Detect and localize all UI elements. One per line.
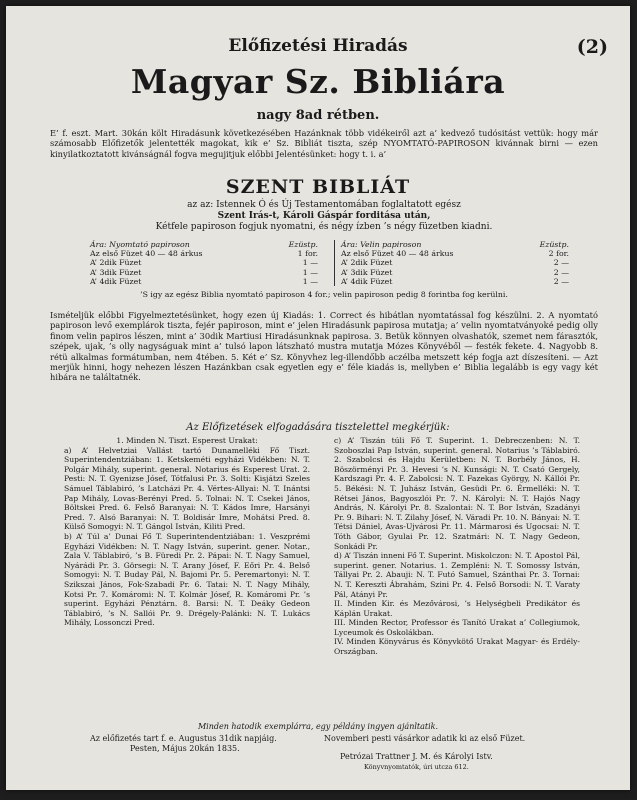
- bible-line: Szent Irás-t, Károli Gáspár forditása után,: [217, 211, 431, 221]
- list-item: d) A’ Tiszán inneni Fő T. Superint. Miskolczon: N. T. Apostol Pál, superint. gener. Notarius. 1. Zempléni: N. T. Somossy István, Tállyai Pr. 2. Abauji: N. T. Futó Samuel, Szánthai Pr. 3. Tornai: N. T. Kereszti Ábrahám, Szini Pr. 4. Felső Borsodi: N. T. Varaty Pál, Atányi Pr.: [334, 551, 580, 599]
- footer-left: [90, 734, 277, 754]
- deadline-line: Az előfizetés tart f. e. Augustus 31dik napjáig.: [90, 734, 277, 743]
- agents-column-left: [64, 436, 310, 628]
- notice-sheet: [6, 6, 630, 790]
- price-row: Az első Füzet 40 — 48 árkus 1 for.: [90, 249, 318, 259]
- free-copy-note: Minden hatodik exemplárra, egy példány ingyen ajánltatik.: [197, 722, 439, 731]
- list-item: II. Minden Kir. és Mezővárosi, ’s Helységbeli Predikátor és Káplán Urakat.: [334, 599, 580, 618]
- footer-right: [324, 734, 525, 772]
- page-title: Magyar Sz. Bibliára: [130, 62, 506, 101]
- list-item: c) A’ Tiszán túli Fő T. Superint. 1. Debreczenben: N. T. Szoboszlai Pap István, superint. general. Notarius ’s Táblabiró. 2. Szabolcsi és Hajdu Kerületben: N. T. Borbély János, H. Böszörményi Pr. 3. Hevesi ’s N. Kunsági: N. T. Csató Gergely, Kardszagi Pr. 4. F. Zabolcsi: N. T. Fazekas György, N. Kállói Pr. 5. Békési: N. T. Juhász István, Gesüdi Pr. 6. Érmelléki: N. T. Rétsei János, Bagyoszlói Pr. 7. N. Károlyi: N. T. Hajós Nagy András, N. Károlyi Pr. 8. Szalontai: N. T. Bor István, Szadányi Pr. 9. Bihari: N. T. Zilahy Jósef, N. Váradi Pr. 10. N. Bányai: N. T. Tétsi Dániel, Avas-Ujvárosi Pr. 11. Mármarosi és Ugocsai: N. T. Tóth Gábor, Gyulai Pr. 12. Szatmári: N. T. Nagy Gedeon, Sonkádi Pr.: [334, 436, 580, 551]
- price-row: A’ 2dik Füzet 1 —: [90, 258, 318, 268]
- body-paragraph: Ismételjük előbbi Figyelmeztetésünket, hogy ezen új Kiadás: 1. Correct és hibátlan nyomtatással fog készülni. 2. A nyomtató papiroson levő exemplárok tiszta, fejér papiroson, mint e’ jelen Hiradásunk papirosa mutatja; a’ velin nyomtatványoké pedig olly finom velin papiros lészen, mint a’ 30dik Martiusi Hiradásunknak papirosa. 3. Betük könnyen olvashatók, szemet nem fárasztók, szépek, ujak, ’s olly nagyságuak mint a’ tulsó lapon látszható mustra mutatja Mózes Könyvéből — festék fekete. 4. Nagyobb 8. rétü alkalmas formátumban, nem 4tében. 5. Két e’ Sz. Könyvhez leg-illendőbb aczélba metszett kép fogja azt díszesíteni. — Azt merjük hinni, hogy nehezen lészen Hazánkban csak egyetlen egy e’ féle kiadás is, mellyben e’ Biblia legalább is egy vagy két hibára ne találtatnék.: [50, 310, 598, 383]
- price-row: A’ 2dik Füzet 2 —: [341, 258, 569, 268]
- price-header: Ára: Velin papiroson Ezüstp.: [341, 240, 569, 249]
- bible-description: [50, 200, 598, 233]
- price-column-velin: [334, 240, 569, 286]
- intro-paragraph: E’ f. eszt. Mart. 30kán költ Hiradásunk következésében Hazánknak több vidékeiről azt a’ kedvező tudósitást vettük: hogy már számosabb Előfizetők jelentették magokat, kik e’ Sz. Bibliát tiszta, szép NYOMTATÓ-PAPIROSON kivánnak birni — ezen kinyilatkoztatott kivánságnál fogva megujitjuk előbbi Jelentésünket: hogy t. i. a’: [50, 128, 598, 159]
- bible-line: az az: Istennek Ó és Új Testamentomában foglaltatott egész: [187, 200, 461, 210]
- price-row: A’ 3dik Füzet 1 —: [90, 267, 318, 277]
- issue-number: (2): [576, 36, 608, 58]
- list-item: III. Minden Rector, Professor és Tanító Urakat a’ Collegiumok, Lyceumok és Oskolákban.: [334, 618, 580, 637]
- list-item: b) A’ Túl a’ Dunai Fő T. Superintendentziában: 1. Veszprémi Egyházi Vidékben: N. T. Nagy István, superint. gener. Notar., Zala V. Táblabiró, ’s B. Füredi Pr. 2. Pápai: N. T. Nagy Samuel, Nyárádi Pr. 3. Görsegi: N. T. Arany Jósef, F. Eőri Pr. 4. Belső Somogyi: N. T. Buday Pál, N. Bajomi Pr. 5. Peremartonyi: N. T. Szikszai János, Fok-Szabadi Pr. 6. Tatai: N. T. Nagy Mihály, Kotsi Pr. 7. Komáromi: N. T. Kolmár Jósef, R. Komáromi Pr. ’s superint. Egyházi Pénztárn. 8. Barsi: N. T. Deáky Gedeon Táblabiró, ’s N. Sallói Pr. 9. Drégely-Palánki: N. T. Lukács Mihály, Lossonczi Pred.: [64, 531, 310, 628]
- price-row: A’ 4dik Füzet 2 —: [341, 276, 569, 286]
- notice-kicker: Előfizetési Hiradás: [228, 36, 408, 56]
- price-row: Az első Füzet 40 — 48 árkus 2 for.: [341, 249, 569, 259]
- place-date-line: Pesten, Május 20kán 1835.: [130, 744, 240, 753]
- price-row: A’ 3dik Füzet 2 —: [341, 267, 569, 277]
- price-summary: ’S igy az egész Biblia nyomtató papiroson 4 for.; velin papiroson pedig 8 forintba fog kerülni.: [140, 290, 508, 299]
- printer-line: Petrózai Trattner J. M. és Károlyi Istv.: [340, 752, 493, 761]
- price-header: Ára: Nyomtató papiroson Ezüstp.: [90, 240, 318, 249]
- agents-column-right: [334, 436, 580, 657]
- release-line: Novemberi pesti vásárkor adatik ki az első Füzet.: [324, 734, 526, 743]
- section-title: Az Előfizetések elfogadására tisztelettel megkérjük:: [186, 422, 450, 433]
- list-item: a) A’ Helvetziai Vallást tartó Dunamelléki Fő Tiszt. Superintendentziában: 1. Ketskeméti egyházi Vidékben: N. T. Polgár Mihály, superint. general. Notarius és Esperest Urat. 2. Pesti: N. T. Gyenizse Jósef, Tótfalusi Pr. 3. Solti: Kisjátzi Szeles Sámuel Táblabiró, ’s Latcházi Pr. 4. Vértes-Allyai: N. T. Inántsi Pap Mihály, Lovas-Berényi Pred. 5. Tolnai: N. T. Csekei János, Böltskei Pred. 6. Felső Baranyai: N. T. Kádos Imre, Harsányi Pred. 7. Alsó Baranyai: N. T. Boldisár Imre, Mohátsi Pred. 8. Külső Somogyi: N. T. Gángol István, Kiliti Pred.: [64, 445, 310, 532]
- list-item: 1. Minden N. Tiszt. Esperest Urakat:: [116, 436, 258, 445]
- bible-title: SZENT BIBLIÁT: [225, 176, 411, 198]
- printer-address: Könyvnyomtatók, úri utcza 612.: [364, 763, 469, 771]
- price-column-print: [90, 240, 318, 286]
- format-subtitle: nagy 8ad rétben.: [256, 108, 380, 123]
- list-item: IV. Minden Könyvárus és Könyvkötő Urakat Magyar- és Erdély-Országban.: [334, 637, 580, 657]
- bible-line: Kétfele papiroson fogjuk nyomatni, és négy ízben ’s négy füzetben kiadni.: [155, 222, 493, 232]
- price-row: A’ 4dik Füzet 1 —: [90, 276, 318, 286]
